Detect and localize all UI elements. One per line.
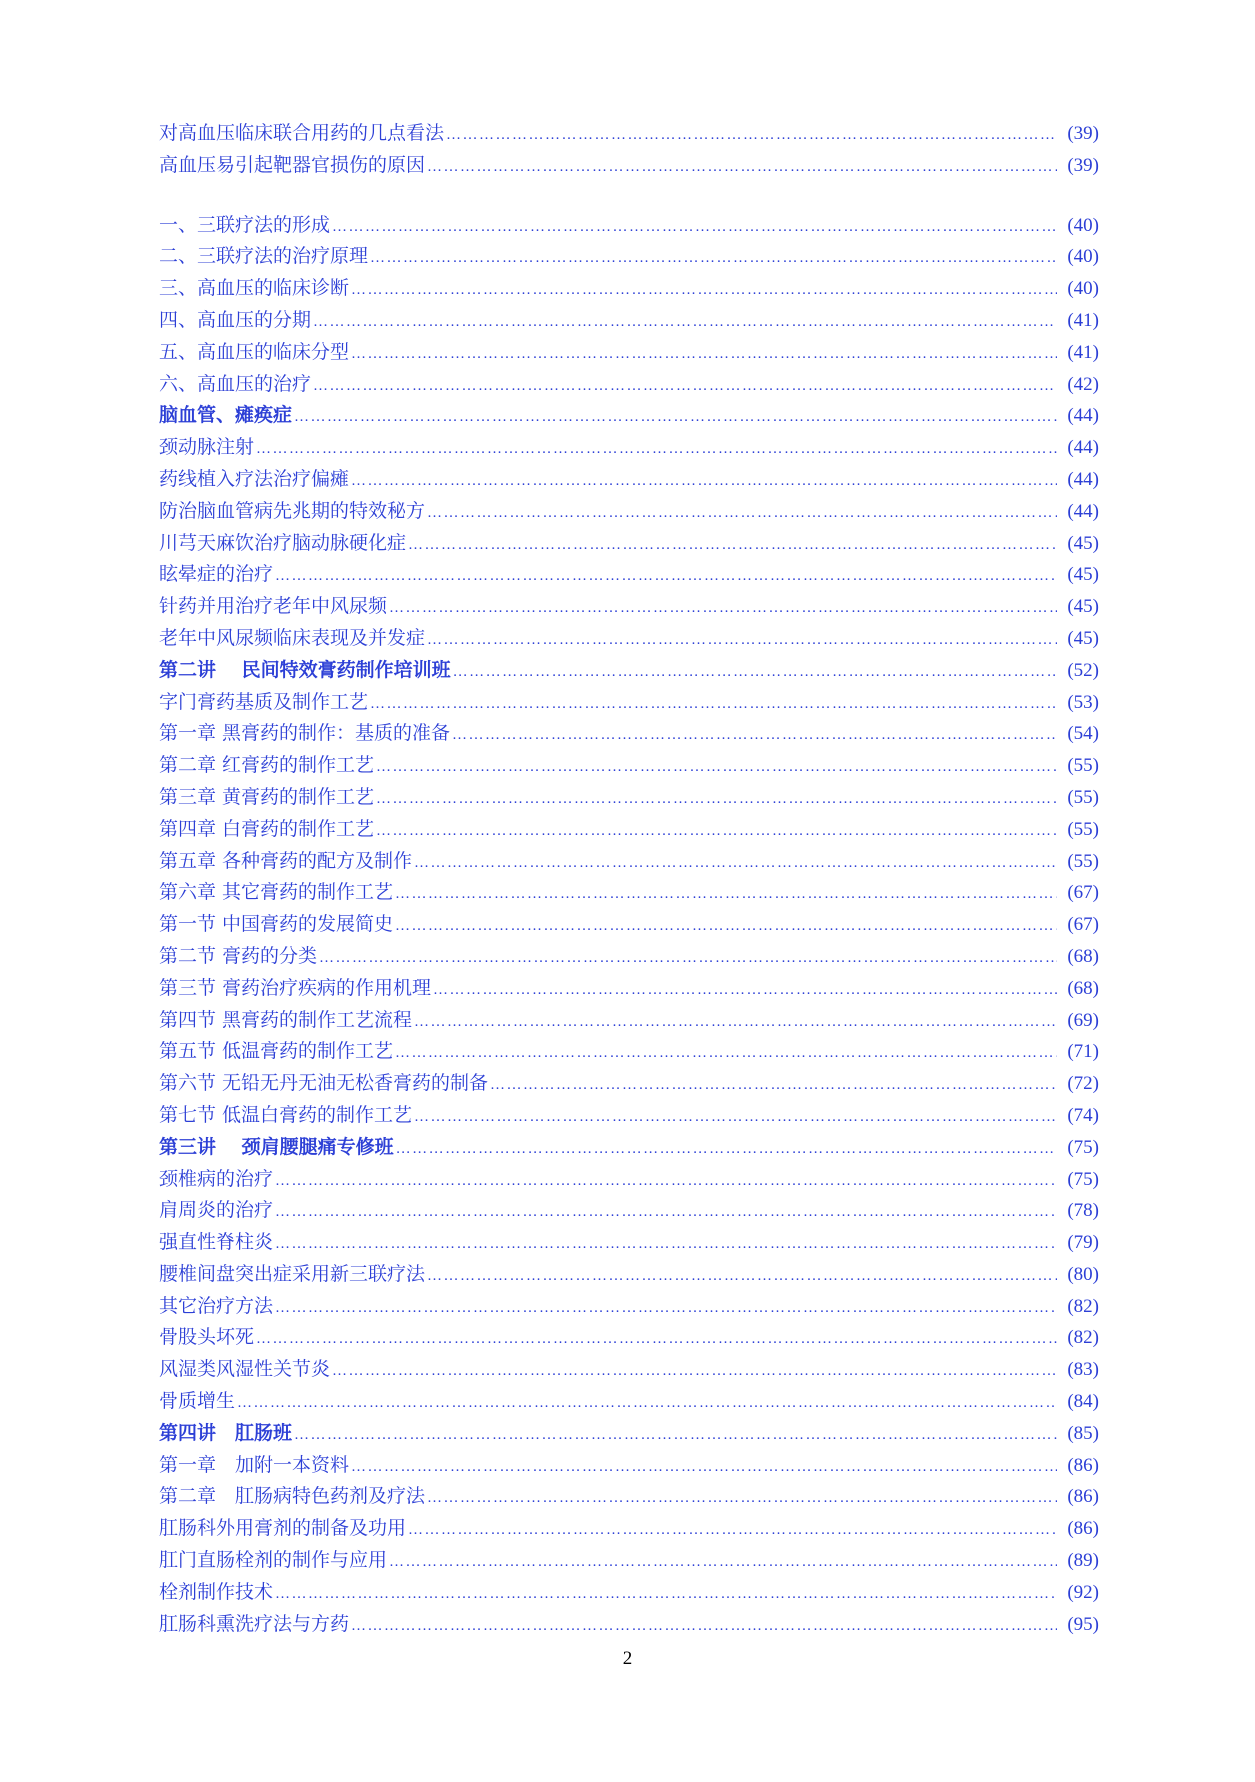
toc-entry[interactable] xyxy=(159,909,1099,941)
toc-entry-title: 腰椎间盘突出症采用新三联疗法 xyxy=(159,1262,426,1285)
toc-leader-dots xyxy=(370,689,1057,721)
toc-leader-dots xyxy=(414,1102,1057,1134)
toc-entry-title: 四、高血压的分期 xyxy=(159,308,312,331)
toc-entry-title: 第五章 各种膏药的配方及制作 xyxy=(159,849,413,872)
toc-leader-dots xyxy=(351,466,1057,498)
toc-entry-title: 第一节 中国膏药的发展简史 xyxy=(159,913,394,936)
toc-entry-page: (86) xyxy=(1067,1486,1099,1508)
toc-leader-dots xyxy=(453,657,1057,689)
toc-leader-dots xyxy=(414,1007,1057,1039)
toc-leader-dots xyxy=(332,1356,1057,1388)
toc-leader-dots xyxy=(452,720,1057,752)
toc-entry-title: 高血压易引起靶器官损伤的原因 xyxy=(159,153,426,176)
toc-entry[interactable] xyxy=(159,782,1099,814)
toc-entry-title: 六、高血压的治疗 xyxy=(159,372,312,395)
toc-leader-dots xyxy=(396,1134,1057,1166)
toc-entry-page: (44) xyxy=(1067,405,1099,427)
toc-entry-title: 第三讲 颈肩腰腿痛专修班 xyxy=(159,1135,394,1158)
toc-entry-title: 三、高血压的临床诊断 xyxy=(159,277,350,300)
toc-entry[interactable] xyxy=(159,1545,1099,1577)
toc-entry[interactable] xyxy=(159,241,1099,273)
table-of-contents xyxy=(159,118,1099,1640)
toc-entry-title: 骨质增生 xyxy=(159,1390,236,1413)
toc-leader-dots xyxy=(294,1420,1057,1452)
toc-entry-title: 第二讲 民间特效膏药制作培训班 xyxy=(159,658,451,681)
toc-entry[interactable] xyxy=(159,877,1099,909)
toc-leader-dots xyxy=(395,1038,1057,1070)
toc-entry-page: (67) xyxy=(1067,914,1099,936)
toc-entry[interactable] xyxy=(159,1195,1099,1227)
toc-entry-page: (55) xyxy=(1067,786,1099,808)
toc-entry-title: 第三章 黄膏药的制作工艺 xyxy=(159,785,375,808)
toc-entry[interactable] xyxy=(159,591,1099,623)
toc-leader-dots xyxy=(256,434,1057,466)
toc-entry[interactable] xyxy=(159,1291,1099,1323)
toc-entry-page: (39) xyxy=(1067,123,1099,144)
toc-entry-title: 第五节 低温膏药的制作工艺 xyxy=(159,1040,394,1063)
toc-entry-page: (40) xyxy=(1067,278,1099,300)
toc-entry-page: (40) xyxy=(1067,214,1099,236)
toc-entry-title: 脑血管、瘫痪症 xyxy=(159,404,293,427)
toc-entry-page: (86) xyxy=(1067,1454,1099,1476)
toc-leader-dots xyxy=(408,530,1057,562)
toc-leader-dots xyxy=(376,752,1057,784)
toc-entry[interactable] xyxy=(159,496,1099,528)
toc-entry[interactable] xyxy=(159,1450,1099,1482)
toc-leader-dots xyxy=(275,561,1057,593)
toc-entry[interactable] xyxy=(159,1100,1099,1132)
toc-entry-page: (95) xyxy=(1067,1613,1099,1635)
toc-entry[interactable] xyxy=(159,1481,1099,1513)
toc-leader-dots xyxy=(275,1229,1057,1261)
toc-entry-title: 肛肠科熏洗疗法与方药 xyxy=(159,1612,350,1635)
toc-entry[interactable] xyxy=(159,655,1099,687)
toc-entry-page: (39) xyxy=(1067,154,1099,176)
toc-leader-dots xyxy=(389,593,1057,625)
toc-leader-dots xyxy=(389,1547,1057,1579)
toc-leader-dots xyxy=(275,1197,1057,1229)
toc-entry-title: 肩周炎的治疗 xyxy=(159,1199,274,1222)
toc-leader-dots xyxy=(275,1166,1057,1198)
toc-entry-title: 第四节 黑膏药的制作工艺流程 xyxy=(159,1008,413,1031)
toc-entry[interactable] xyxy=(159,337,1099,369)
toc-entry-title: 第三节 膏药治疗疾病的作用机理 xyxy=(159,976,432,999)
toc-leader-dots xyxy=(427,1483,1057,1515)
toc-entry-title: 骨股头坏死 xyxy=(159,1326,255,1349)
toc-entry[interactable] xyxy=(159,623,1099,655)
toc-entry-title: 第二章 红膏药的制作工艺 xyxy=(159,754,375,777)
toc-entry[interactable] xyxy=(159,1259,1099,1291)
toc-entry-page: (69) xyxy=(1067,1009,1099,1031)
toc-entry-page: (44) xyxy=(1067,468,1099,490)
toc-entry-title: 眩晕症的治疗 xyxy=(159,563,274,586)
toc-leader-dots xyxy=(395,911,1057,943)
page-number: 2 xyxy=(622,1648,633,1669)
toc-entry[interactable] xyxy=(159,150,1099,182)
toc-entry[interactable] xyxy=(159,1418,1099,1450)
toc-entry-page: (84) xyxy=(1067,1391,1099,1413)
toc-entry-page: (68) xyxy=(1067,945,1099,967)
toc-entry-page: (44) xyxy=(1067,500,1099,522)
toc-group-2 xyxy=(159,210,1099,1641)
toc-leader-dots xyxy=(376,816,1057,848)
toc-entry-page: (85) xyxy=(1067,1422,1099,1444)
toc-entry-title: 栓剂制作技术 xyxy=(159,1580,274,1603)
toc-leader-dots xyxy=(351,275,1057,307)
toc-entry-title: 第四章 白膏药的制作工艺 xyxy=(159,817,375,840)
toc-entry-page: (82) xyxy=(1067,1327,1099,1349)
toc-leader-dots xyxy=(446,120,1057,152)
toc-entry-page: (52) xyxy=(1067,659,1099,681)
toc-leader-dots xyxy=(319,943,1057,975)
toc-entry[interactable] xyxy=(159,687,1099,719)
toc-entry-page: (41) xyxy=(1067,341,1099,363)
toc-entry-page: (41) xyxy=(1067,309,1099,331)
toc-leader-dots xyxy=(332,212,1057,244)
toc-leader-dots xyxy=(427,498,1057,530)
toc-entry[interactable] xyxy=(159,1609,1099,1641)
toc-entry-title: 第二节 膏药的分类 xyxy=(159,944,318,967)
toc-group-1 xyxy=(159,118,1099,182)
toc-entry-title: 第四讲 肛肠班 xyxy=(159,1421,293,1444)
toc-entry-page: (92) xyxy=(1067,1581,1099,1603)
toc-entry-page: (80) xyxy=(1067,1263,1099,1285)
toc-entry[interactable] xyxy=(159,1513,1099,1545)
toc-entry-page: (54) xyxy=(1067,723,1099,745)
toc-entry-title: 风湿类风湿性关节炎 xyxy=(159,1358,331,1381)
toc-entry-page: (72) xyxy=(1067,1073,1099,1095)
toc-entry[interactable] xyxy=(159,1322,1099,1354)
toc-entry[interactable] xyxy=(159,1577,1099,1609)
toc-leader-dots xyxy=(275,1579,1057,1611)
toc-entry-page: (82) xyxy=(1067,1295,1099,1317)
toc-leader-dots xyxy=(427,1261,1057,1293)
toc-leader-dots xyxy=(313,371,1057,403)
toc-entry-title: 二、三联疗法的治疗原理 xyxy=(159,245,369,268)
toc-entry-title: 针药并用治疗老年中风尿频 xyxy=(159,595,388,618)
toc-leader-dots xyxy=(351,339,1057,371)
toc-entry[interactable] xyxy=(159,846,1099,878)
toc-entry-page: (55) xyxy=(1067,818,1099,840)
toc-entry-title: 川芎天麻饮治疗脑动脉硬化症 xyxy=(159,531,407,554)
toc-leader-dots xyxy=(427,625,1057,657)
toc-entry[interactable] xyxy=(159,1132,1099,1164)
toc-entry[interactable] xyxy=(159,464,1099,496)
toc-leader-dots xyxy=(294,402,1057,434)
toc-entry-page: (75) xyxy=(1067,1168,1099,1190)
toc-entry-page: (71) xyxy=(1067,1041,1099,1063)
toc-entry[interactable] xyxy=(159,273,1099,305)
toc-entry-title: 第一章 黑膏药的制作：基质的准备 xyxy=(159,722,451,745)
toc-leader-dots xyxy=(395,879,1057,911)
toc-entry[interactable] xyxy=(159,1227,1099,1259)
toc-entry[interactable] xyxy=(159,1036,1099,1068)
toc-entry-page: (42) xyxy=(1067,373,1099,395)
toc-entry-title: 颈动脉注射 xyxy=(159,436,255,459)
toc-entry-page: (89) xyxy=(1067,1550,1099,1572)
toc-entry-page: (75) xyxy=(1067,1136,1099,1158)
toc-entry-page: (45) xyxy=(1067,564,1099,586)
toc-entry-page: (67) xyxy=(1067,882,1099,904)
toc-entry[interactable] xyxy=(159,1068,1099,1100)
toc-entry[interactable] xyxy=(159,118,1099,150)
toc-entry-page: (55) xyxy=(1067,755,1099,777)
toc-entry-page: (45) xyxy=(1067,532,1099,554)
toc-entry[interactable] xyxy=(159,941,1099,973)
toc-leader-dots xyxy=(414,848,1057,880)
toc-entry-title: 一、三联疗法的形成 xyxy=(159,213,331,236)
toc-entry-title: 字门膏药基质及制作工艺 xyxy=(159,690,369,713)
toc-entry[interactable] xyxy=(159,1005,1099,1037)
toc-leader-dots xyxy=(256,1324,1057,1356)
toc-entry[interactable] xyxy=(159,814,1099,846)
toc-entry[interactable] xyxy=(159,369,1099,401)
toc-entry-title: 第七节 低温白膏药的制作工艺 xyxy=(159,1103,413,1126)
toc-leader-dots xyxy=(370,243,1057,275)
toc-entry-title: 对高血压临床联合用药的几点看法 xyxy=(159,122,445,144)
toc-gap xyxy=(159,182,1099,210)
toc-entry-page: (44) xyxy=(1067,437,1099,459)
toc-entry-title: 肛门直肠栓剂的制作与应用 xyxy=(159,1549,388,1572)
toc-entry-title: 防治脑血管病先兆期的特效秘方 xyxy=(159,499,426,522)
toc-entry-title: 药线植入疗法治疗偏瘫 xyxy=(159,467,350,490)
toc-entry-page: (40) xyxy=(1067,246,1099,268)
toc-entry-title: 第六节 无铅无丹无油无松香膏药的制备 xyxy=(159,1072,489,1095)
toc-leader-dots xyxy=(427,152,1057,184)
toc-entry-title: 其它治疗方法 xyxy=(159,1294,274,1317)
toc-entry-page: (45) xyxy=(1067,596,1099,618)
toc-entry-page: (86) xyxy=(1067,1518,1099,1540)
toc-leader-dots xyxy=(490,1070,1057,1102)
toc-entry-title: 第二章 肛肠病特色药剂及疗法 xyxy=(159,1485,426,1508)
toc-entry[interactable] xyxy=(159,210,1099,242)
toc-entry-page: (83) xyxy=(1067,1359,1099,1381)
toc-leader-dots xyxy=(408,1515,1057,1547)
toc-leader-dots xyxy=(433,975,1057,1007)
toc-leader-dots xyxy=(237,1388,1057,1420)
toc-entry-title: 颈椎病的治疗 xyxy=(159,1167,274,1190)
toc-entry[interactable] xyxy=(159,1386,1099,1418)
toc-entry-title: 肛肠科外用膏剂的制备及功用 xyxy=(159,1517,407,1540)
toc-entry[interactable] xyxy=(159,400,1099,432)
toc-entry[interactable] xyxy=(159,559,1099,591)
toc-entry[interactable] xyxy=(159,1164,1099,1196)
toc-entry-title: 强直性脊柱炎 xyxy=(159,1231,274,1254)
toc-entry-title: 五、高血压的临床分型 xyxy=(159,340,350,363)
toc-leader-dots xyxy=(275,1293,1057,1325)
toc-entry[interactable] xyxy=(159,973,1099,1005)
toc-entry[interactable] xyxy=(159,750,1099,782)
toc-entry-page: (68) xyxy=(1067,977,1099,999)
toc-entry[interactable] xyxy=(159,528,1099,560)
toc-leader-dots xyxy=(313,307,1057,339)
toc-entry-title: 第一章 加附一本资料 xyxy=(159,1453,350,1476)
toc-entry[interactable] xyxy=(159,305,1099,337)
toc-leader-dots xyxy=(351,1452,1057,1484)
toc-entry[interactable] xyxy=(159,718,1099,750)
toc-entry-page: (53) xyxy=(1067,691,1099,713)
toc-leader-dots xyxy=(351,1611,1057,1643)
toc-entry[interactable] xyxy=(159,432,1099,464)
toc-entry-title: 老年中风尿频临床表现及并发症 xyxy=(159,626,426,649)
toc-entry[interactable] xyxy=(159,1354,1099,1386)
toc-entry-page: (55) xyxy=(1067,850,1099,872)
toc-entry-page: (78) xyxy=(1067,1200,1099,1222)
toc-leader-dots xyxy=(376,784,1057,816)
toc-entry-page: (45) xyxy=(1067,627,1099,649)
toc-entry-title: 第六章 其它膏药的制作工艺 xyxy=(159,881,394,904)
toc-entry-page: (79) xyxy=(1067,1232,1099,1254)
toc-entry-page: (74) xyxy=(1067,1104,1099,1126)
